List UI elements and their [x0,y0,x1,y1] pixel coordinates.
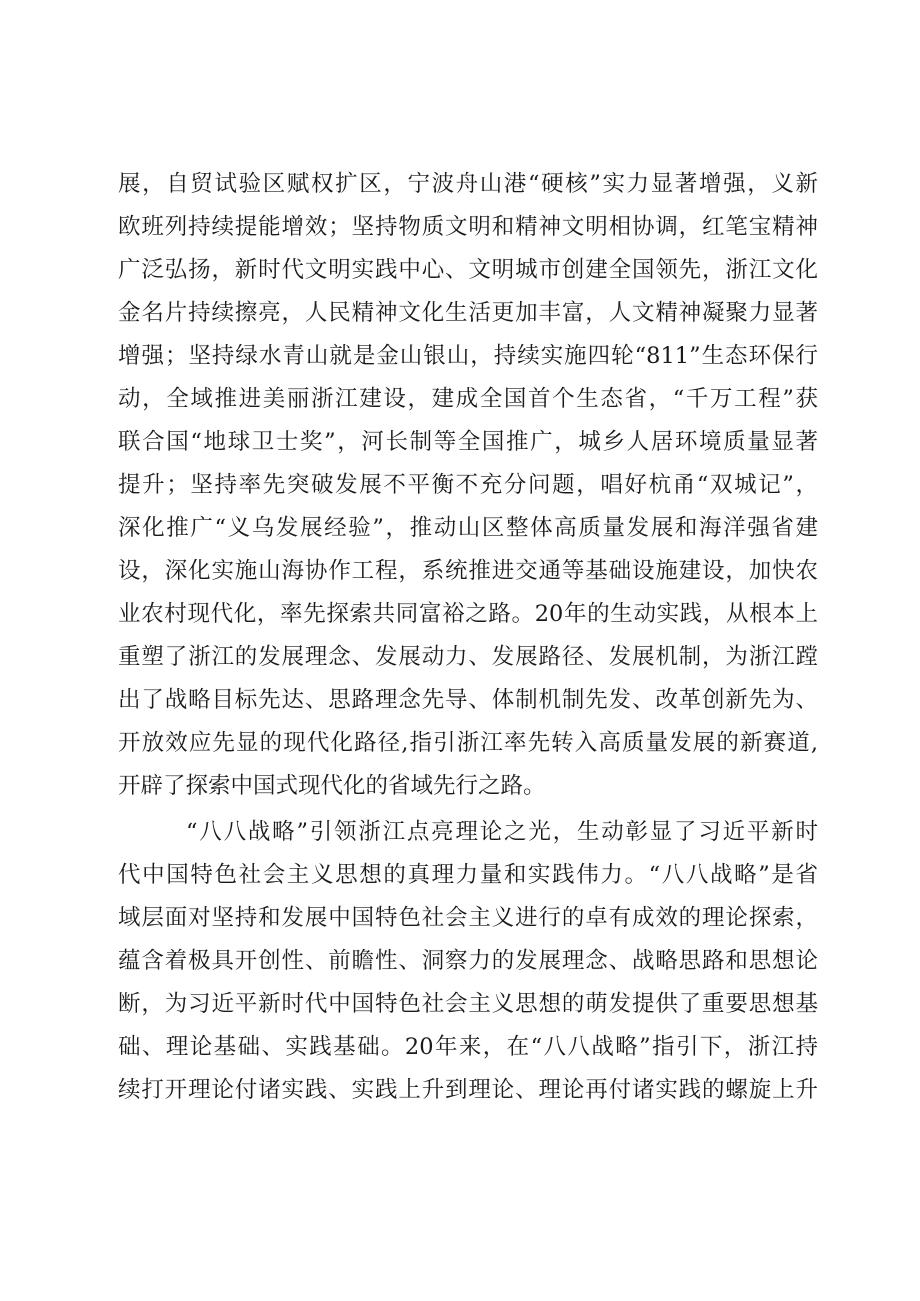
text-line: 增强；坚持绿水青山就是金山银山，持续实施四轮“811”生态环保行 [118,343,818,369]
text-line: 金名片持续擦亮，人民精神文化生活更加丰富，人文精神凝聚力显著 [118,300,818,326]
text-line: 重塑了浙江的发展理念、发展动力、发展路径、发展机制，为浙江蹚 [118,644,818,670]
text-line: 代中国特色社会主义思想的真理力量和实践伟力。“八八战略”是省 [118,862,818,888]
text-line: 开辟了探索中国式现代化的省域先行之路。 [118,773,546,799]
text-line: 联合国“地球卫士奖”，河长制等全国推广，城乡人居环境质量显著 [118,429,818,455]
text-line: 础、理论基础、实践基础。20年来，在“八八战略”指引下，浙江持 [118,1034,818,1060]
text-line: 续打开理论付诸实践、实践上升到理论、理论再付诸实践的螺旋上升 [118,1077,818,1103]
text-line: 业农村现代化，率先探索共同富裕之路。20年的生动实践，从根本上 [118,601,818,627]
text-line: 动，全域推进美丽浙江建设，建成全国首个生态省，“千万工程”获 [118,386,818,412]
text-line: 域层面对坚持和发展中国特色社会主义进行的卓有成效的理论探索， [118,905,818,931]
text-line: 提升；坚持率先突破发展不平衡不充分问题，唱好杭甬“双城记”， [118,472,818,498]
text-line: 断，为习近平新时代中国特色社会主义思想的萌发提供了重要思想基 [118,991,818,1017]
text-line: 蕴含着极具开创性、前瞻性、洞察力的发展理念、战略思路和思想论 [118,948,818,974]
text-line: 深化推广“义乌发展经验”，推动山区整体高质量发展和海洋强省建 [118,515,818,541]
text-line: 展，自贸试验区赋权扩区，宁波舟山港“硬核”实力显著增强，义新 [118,171,818,197]
text-line: 设，深化实施山海协作工程，系统推进交通等基础设施建设，加快农 [118,558,818,584]
text-line: “八八战略”引领浙江点亮理论之光，生动彰显了习近平新时 [186,819,818,845]
text-line: 广泛弘扬，新时代文明实践中心、文明城市创建全国领先，浙江文化 [118,257,818,283]
text-line: 欧班列持续提能增效；坚持物质文明和精神文明相协调，红笔宝精神 [118,214,818,240]
text-line: 开放效应先显的现代化路径,指引浙江率先转入高质量发展的新赛道, [118,730,818,756]
text-line: 出了战略目标先达、思路理念先导、体制机制先发、改革创新先为、 [118,687,818,713]
